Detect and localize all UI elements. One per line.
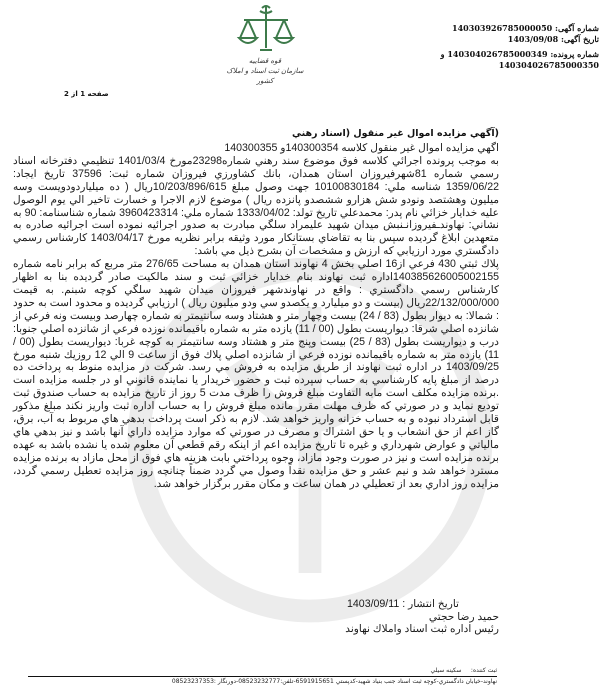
logo-caption-judiciary: قوه قضاییه xyxy=(248,57,282,65)
signer-title: رئيس اداره ثبت اسناد واملاك نهاوند xyxy=(345,623,499,635)
publish-date-row xyxy=(345,598,499,611)
case-number-row-2 xyxy=(399,60,599,71)
signer-name: حميد رضا حجتي xyxy=(428,610,499,623)
scales-of-justice-icon xyxy=(236,2,296,62)
publish-date: 1403/09/11 xyxy=(347,598,400,610)
page-indicator: صفحه 1 از 2 xyxy=(64,90,109,98)
case-number-2: 140304026785000350 xyxy=(498,60,599,70)
notice-paragraph: به موجب پرونده اجرائي كلاسه فوق موضوع سند رهني شماره23298مورخ 1401/03/4 تنظيمي دفترخانه اسناد رسمي شماره 81شهرفيروزان استان همدان، بانك كشاورزي فيروزان شماره ثبت: 37596 تاريخ ايجاد: 1359/06/22 شناسه ملي: 10100830184 جهت وصول مبلغ 10/203/896/615ريال ( ده ميلياردودويست وسه ميليون وهشتصد ونودو شش هزارو ششصدو پانزده ريال ) موضوع لازم الاجرا و خسارت تاخير الي يوم الوصول عليه خدايار خزائي نام پدر: محمدعلي تاريخ تولد: 1333/04/02 شماره ملي: 3960423314 شماره شناسنامه: 90 به نشاني: نهاوندـفيروزانـنبش ميدان شهيد عليمراد سلگي مبادرت به صدور اجرائيه نموده است اجرائيه صادره به متعهدين ابلاغ گرديده سپس بنا به تقاضاي بستانكار مورد وثيقه برابر نظريه مورخ 1403/04/17 كارشناس رسمي دادگستري مورد ارزيابي كه ارزش و مشخصات آن بشرح ذيل مي باشد: xyxy=(13,154,500,258)
notice-meta xyxy=(399,23,599,71)
ad-date: 1403/09/08 xyxy=(507,34,559,44)
case-number-joiner: و xyxy=(440,49,445,59)
case-number-label: شماره پرونده: xyxy=(550,49,599,59)
footer-divider xyxy=(28,676,497,677)
registrar-name: سكينه سيلي xyxy=(430,667,462,674)
case-number-1: 140304026785000349 xyxy=(447,49,548,59)
ad-number: 140303926785000050 xyxy=(452,23,553,33)
ad-number-row xyxy=(399,23,599,34)
logo-caption-organization: سازمان ثبت اسناد و املاک کشور xyxy=(226,67,304,85)
notice-title: (آگهي مزايده اموال غير منقول (اسناد رهني xyxy=(291,128,499,139)
ad-date-label: تاریخ آگهی: xyxy=(560,34,599,44)
logo-caption xyxy=(220,56,310,86)
notice-body xyxy=(13,142,499,490)
signature-block xyxy=(345,598,499,636)
publish-date-label: تاريخ انتشار : xyxy=(402,598,459,610)
notice-paragraph: پلاك ثبتي 430 فرعي از16 اصلي بخش 4 نهاوند استان همدان به مساحت 276/65 متر مربع كه برابر نامه شماره 140385626005002155اداره ثبت نهاوند بنام خدايار خزائي ثبت و سند مالكيت صادر گرديده بنا به اظهار كارشناس رسمي دادگستري : واقع در نهاوندشهر فيروزان ميدان شهيد سلگي كوچه شبنم. به قيمت 22/132/000/000ريال (بيست و دو ميليارد و يكصدو سي ودو ميليون ريال ) ارزيابي گرديده و محدود است به حدود : شمالا: به ديوار بطول (83 / 24) بيست وچهار متر و هشتاد وسه سانتيمتر به شماره چهارصد وبيست ونه فرعي از شانزده اصلي شرقا: ديواريست بطول (00 / 11) يازده متر به شماره باقيمانده نوزده فرعي از شانزده اصلي جنوبا: درب و ديواريست بطول (83 / 25) بيست وپنج متر و هشتاد وسه سانتيمتر به كوچه غربا: ديواريست بطول (00 / 11) يازده متر به شماره باقيمانده نوزده فرعي از شانزده اصلي پلاك فوق از ساعت 9 الي 12 روزيك شنبه مورخ 1403/09/25 در اداره ثبت نهاوند از طريق مزايده به فروش مي رسد. شركت در مزايده منوط به پرداخت ده درصد از مبلغ پايه كارشناسي به حساب سپرده ثبت و حضور خريدار يا نماينده قانوني او در جلسه مزايده است .برنده مزايده مكلف است مابه التفاوت مبلغ فروش را ظرف مدت 5 روز از تاريخ مزايده به حساب صندوق ثبت توديع نمايد و در صورتي كه ظرف مهلت مقرر مانده مبلغ فروش را به حساب اداره ثبت واريز نكند مبلغ مذكور قابل استرداد نبوده و به حساب خزانه واريز خواهد شد. لازم به ذكر است پرداخت بدهي هاي مربوط به آب، برق، گاز اعم از حق انشعاب و يا حق اشتراك و مصرف در صورتي كه موارد مزايده داراي آنها باشد و نيز بدهي هاي مالياتي و عوارض شهرداري و غيره تا تاريخ مزايده اعم از اينكه رقم قطعي آن معلوم شده يا نشده باشد به عهده برنده مزايده است و نيز در صورت وجود مازاد، وجوه پرداختي بابت هزينه هاي فوق از محل مازاد به برنده مزايده مسترد خواهد شد و نيم عشر و حق مزايده نقداً وصول مي گردد ضمناً چنانچه روز مزايده تعطيل رسمي گردد، مزايده روز اداري بعد از تعطيلي در همان ساعت و مكان مقرر برگزار خواهد شد. xyxy=(13,258,500,490)
case-number-row xyxy=(399,49,599,60)
ad-date-row xyxy=(399,34,599,45)
registrar-row xyxy=(430,667,497,674)
footer-address: نهاوند-خيابان دادگستري-كوچه ثبت اسناد جنب بنياد شهيد-كدپستي 6591915651-تلفن:08523232777-دورنگار :08523237353 xyxy=(171,678,497,685)
notice-paragraph: اگهي مزايده اموال غير منقول كلاسه 140300354و 140300355 xyxy=(224,142,499,154)
ad-number-label: شماره آگهی: xyxy=(555,23,599,33)
registrar-label: ثبت كننده: xyxy=(470,667,497,674)
